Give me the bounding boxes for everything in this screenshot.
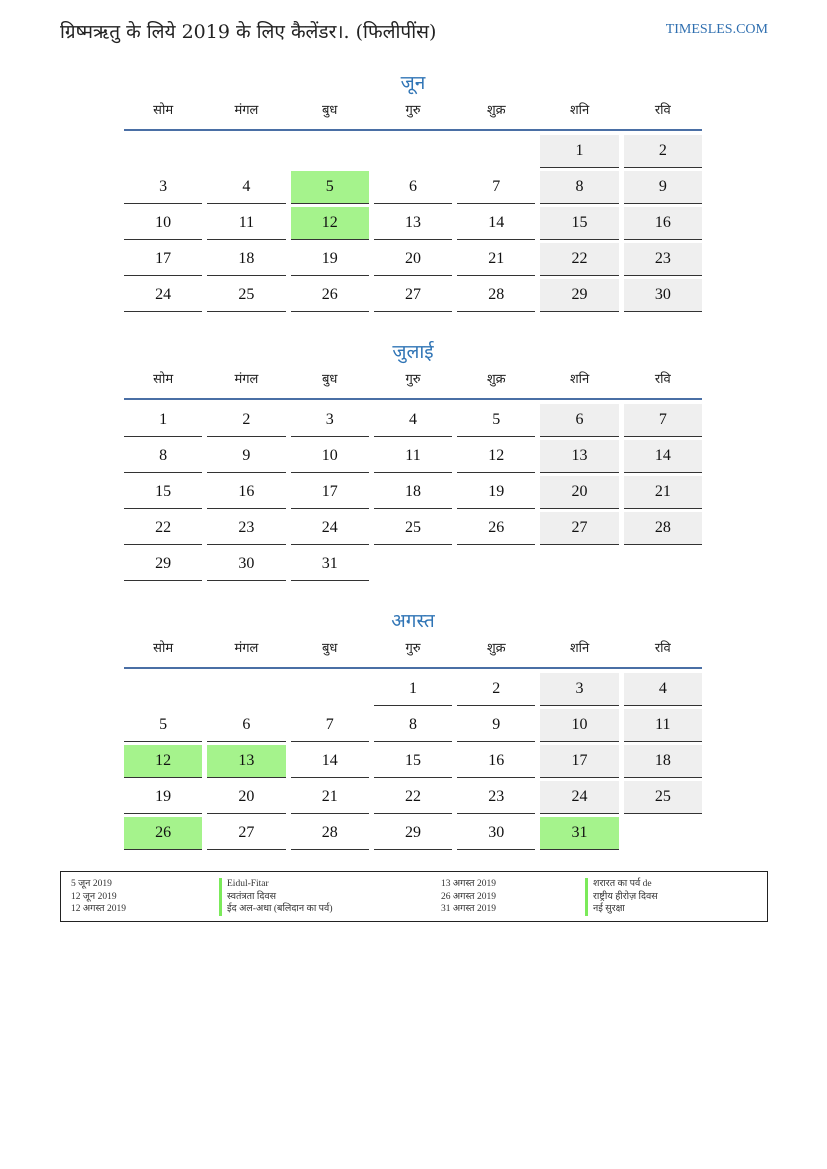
- month-calendar: [124, 70, 702, 315]
- holiday-legend: [60, 871, 768, 922]
- legend-date: 5 जून 2019: [71, 879, 112, 889]
- day-cell[interactable]: 23: [624, 243, 702, 276]
- day-cell[interactable]: 16: [207, 476, 285, 509]
- legend-date: 26 अगस्त 2019: [441, 891, 496, 902]
- day-cell[interactable]: 9: [457, 709, 535, 742]
- day-cell[interactable]: 13: [374, 207, 452, 240]
- weekday-label: रवि: [654, 372, 671, 387]
- day-cell[interactable]: 17: [291, 476, 369, 509]
- empty-day-cell: [374, 135, 452, 167]
- day-cell[interactable]: 19: [291, 243, 369, 276]
- day-cell[interactable]: 12: [457, 440, 535, 473]
- day-cell[interactable]: 10: [291, 440, 369, 473]
- day-cell[interactable]: 3: [540, 673, 618, 706]
- month-title: जून: [400, 72, 426, 94]
- day-cell[interactable]: 15: [124, 476, 202, 509]
- day-cell[interactable]: 22: [540, 243, 618, 276]
- week-row: [124, 440, 702, 476]
- empty-day-cell: [124, 135, 202, 167]
- weekday-label: बुध: [321, 372, 338, 387]
- weekday-label: बुध: [321, 641, 338, 656]
- day-cell[interactable]: 17: [540, 745, 618, 778]
- day-cell[interactable]: 20: [207, 781, 285, 814]
- empty-day-cell: [124, 673, 202, 705]
- legend-holiday-name: स्वतंत्रता दिवस: [219, 891, 333, 904]
- day-cell[interactable]: 3: [291, 404, 369, 437]
- empty-day-cell: [374, 548, 452, 580]
- empty-day-cell: [457, 135, 535, 167]
- day-cell[interactable]: 12: [291, 207, 369, 240]
- week-row: [124, 476, 702, 512]
- day-cell[interactable]: 24: [291, 512, 369, 545]
- day-cell[interactable]: 24: [540, 781, 618, 814]
- day-cell[interactable]: 20: [540, 476, 618, 509]
- empty-day-cell: [291, 135, 369, 167]
- day-cell[interactable]: 21: [457, 243, 535, 276]
- day-cell[interactable]: 1: [124, 404, 202, 437]
- day-cell[interactable]: 12: [124, 745, 202, 778]
- weekday-label: मंगल: [234, 641, 259, 656]
- week-row: [124, 512, 702, 548]
- day-cell[interactable]: 29: [374, 817, 452, 850]
- day-cell[interactable]: 30: [207, 548, 285, 581]
- weekday-label: रवि: [654, 103, 671, 118]
- day-cell[interactable]: 15: [374, 745, 452, 778]
- day-cell[interactable]: 26: [124, 817, 202, 850]
- day-cell[interactable]: 9: [624, 171, 702, 204]
- legend-holiday-name: शरारत का पर्व de: [585, 878, 658, 891]
- week-row: [124, 135, 702, 171]
- legend-dates-right: [441, 878, 496, 916]
- week-row: [124, 548, 702, 584]
- week-row: [124, 207, 702, 243]
- day-cell[interactable]: 2: [457, 673, 535, 706]
- day-cell[interactable]: 25: [374, 512, 452, 545]
- legend-date: 12 अगस्त 2019: [71, 904, 126, 914]
- weekday-label: शुक्र: [486, 372, 506, 387]
- legend-date: 31 अगस्त 2019: [441, 904, 496, 914]
- week-row: [124, 673, 702, 709]
- day-cell[interactable]: 2: [624, 135, 702, 168]
- day-cell[interactable]: 16: [457, 745, 535, 778]
- weekday-label: शनि: [569, 103, 590, 118]
- day-cell[interactable]: 19: [124, 781, 202, 814]
- day-cell[interactable]: 21: [624, 476, 702, 509]
- day-cell[interactable]: 31: [540, 817, 618, 850]
- day-grid: [124, 404, 702, 584]
- day-cell[interactable]: 4: [207, 171, 285, 204]
- day-cell[interactable]: 9: [207, 440, 285, 473]
- day-cell[interactable]: 7: [624, 404, 702, 437]
- week-row: [124, 279, 702, 315]
- day-cell[interactable]: 17: [124, 243, 202, 276]
- day-cell[interactable]: 7: [457, 171, 535, 204]
- day-cell[interactable]: 14: [291, 745, 369, 778]
- month-calendar: [124, 339, 702, 584]
- day-cell[interactable]: 11: [374, 440, 452, 473]
- empty-day-cell: [291, 673, 369, 705]
- day-cell[interactable]: 21: [291, 781, 369, 814]
- day-cell[interactable]: 8: [374, 709, 452, 742]
- day-cell[interactable]: 14: [624, 440, 702, 473]
- day-cell[interactable]: 23: [457, 781, 535, 814]
- day-cell[interactable]: 5: [124, 709, 202, 742]
- week-row: [124, 243, 702, 279]
- weekday-label: सोम: [153, 641, 174, 656]
- empty-day-cell: [207, 673, 285, 705]
- day-cell[interactable]: 2: [207, 404, 285, 437]
- site-link[interactable]: TIMESLES.COM: [665, 22, 768, 37]
- legend-holiday-name: नई सुरक्षा: [585, 903, 658, 916]
- weekday-label: सोम: [153, 372, 174, 387]
- day-cell[interactable]: 28: [624, 512, 702, 545]
- weekday-label: सोम: [153, 103, 174, 118]
- legend-holiday-name: राष्ट्रीय हीरोज़ दिवस: [585, 891, 658, 904]
- day-cell[interactable]: 14: [457, 207, 535, 240]
- day-cell[interactable]: 26: [457, 512, 535, 545]
- day-cell[interactable]: 20: [374, 243, 452, 276]
- week-row: [124, 745, 702, 781]
- day-cell[interactable]: 22: [374, 781, 452, 814]
- week-row: [124, 709, 702, 745]
- weekday-label: गुरु: [405, 103, 421, 118]
- day-cell[interactable]: 27: [374, 279, 452, 312]
- empty-day-cell: [207, 135, 285, 167]
- week-row: [124, 404, 702, 440]
- weekday-label: रवि: [654, 641, 671, 656]
- week-row: [124, 171, 702, 207]
- month-title: अगस्त: [391, 610, 435, 632]
- weekday-label: शुक्र: [486, 103, 506, 118]
- weekday-label: गुरु: [405, 641, 421, 656]
- weekday-label: मंगल: [234, 103, 259, 118]
- day-cell[interactable]: 13: [540, 440, 618, 473]
- legend-holiday-name: ईद अल-अधा (बलिदान का पर्व): [219, 903, 333, 916]
- empty-day-cell: [624, 817, 702, 849]
- day-cell[interactable]: 3: [124, 171, 202, 204]
- month-calendar: [124, 608, 702, 853]
- day-cell[interactable]: 8: [540, 171, 618, 204]
- day-cell[interactable]: 10: [540, 709, 618, 742]
- day-cell[interactable]: 27: [207, 817, 285, 850]
- weekday-header: [124, 99, 702, 131]
- day-cell[interactable]: 28: [457, 279, 535, 312]
- day-cell[interactable]: 11: [207, 207, 285, 240]
- day-cell[interactable]: 16: [624, 207, 702, 240]
- day-cell[interactable]: 26: [291, 279, 369, 312]
- legend-names-left: [219, 878, 333, 916]
- legend-date: 13 अगस्त 2019: [441, 879, 496, 889]
- day-cell[interactable]: 30: [624, 279, 702, 312]
- day-grid: [124, 673, 702, 853]
- day-cell[interactable]: 25: [624, 781, 702, 814]
- legend-names-right: [585, 878, 658, 916]
- day-cell[interactable]: 15: [540, 207, 618, 240]
- legend-date: 12 जून 2019: [71, 891, 117, 902]
- day-cell[interactable]: 1: [374, 673, 452, 706]
- week-row: [124, 781, 702, 817]
- day-cell[interactable]: 24: [124, 279, 202, 312]
- legend-holiday-name: Eidul-Fitar: [219, 878, 333, 891]
- weekday-label: शनि: [569, 372, 590, 387]
- day-cell[interactable]: 25: [207, 279, 285, 312]
- week-row: [124, 817, 702, 853]
- day-cell[interactable]: 22: [124, 512, 202, 545]
- month-title: जुलाई: [392, 341, 434, 363]
- day-cell[interactable]: 1: [540, 135, 618, 168]
- day-cell[interactable]: 30: [457, 817, 535, 850]
- day-cell[interactable]: 11: [624, 709, 702, 742]
- day-cell[interactable]: 5: [457, 404, 535, 437]
- weekday-label: मंगल: [234, 372, 259, 387]
- weekday-label: गुरु: [405, 372, 421, 387]
- day-cell[interactable]: 6: [540, 404, 618, 437]
- day-cell[interactable]: 29: [540, 279, 618, 312]
- day-cell[interactable]: 18: [207, 243, 285, 276]
- day-cell[interactable]: 31: [291, 548, 369, 581]
- day-cell[interactable]: 28: [291, 817, 369, 850]
- day-cell[interactable]: 4: [624, 673, 702, 706]
- day-cell[interactable]: 18: [374, 476, 452, 509]
- day-cell[interactable]: 19: [457, 476, 535, 509]
- day-cell[interactable]: 23: [207, 512, 285, 545]
- day-cell[interactable]: 13: [207, 745, 285, 778]
- day-cell[interactable]: 6: [374, 171, 452, 204]
- day-cell[interactable]: 18: [624, 745, 702, 778]
- weekday-label: शनि: [569, 641, 590, 656]
- weekday-header: [124, 368, 702, 400]
- day-cell[interactable]: 5: [291, 171, 369, 204]
- day-cell[interactable]: 6: [207, 709, 285, 742]
- day-cell[interactable]: 27: [540, 512, 618, 545]
- day-cell[interactable]: 4: [374, 404, 452, 437]
- day-cell[interactable]: 10: [124, 207, 202, 240]
- weekday-label: शुक्र: [486, 641, 506, 656]
- weekday-label: बुध: [321, 103, 338, 118]
- weekday-header: [124, 637, 702, 669]
- day-cell[interactable]: 8: [124, 440, 202, 473]
- empty-day-cell: [624, 548, 702, 580]
- empty-day-cell: [457, 548, 535, 580]
- day-grid: [124, 135, 702, 315]
- page-title: ग्रिष्मऋतु के लिये 2019 के लिए कैलेंडर।. (फिलीपींस): [60, 21, 437, 43]
- day-cell[interactable]: 29: [124, 548, 202, 581]
- empty-day-cell: [540, 548, 618, 580]
- day-cell[interactable]: 7: [291, 709, 369, 742]
- legend-dates-left: [71, 878, 126, 916]
